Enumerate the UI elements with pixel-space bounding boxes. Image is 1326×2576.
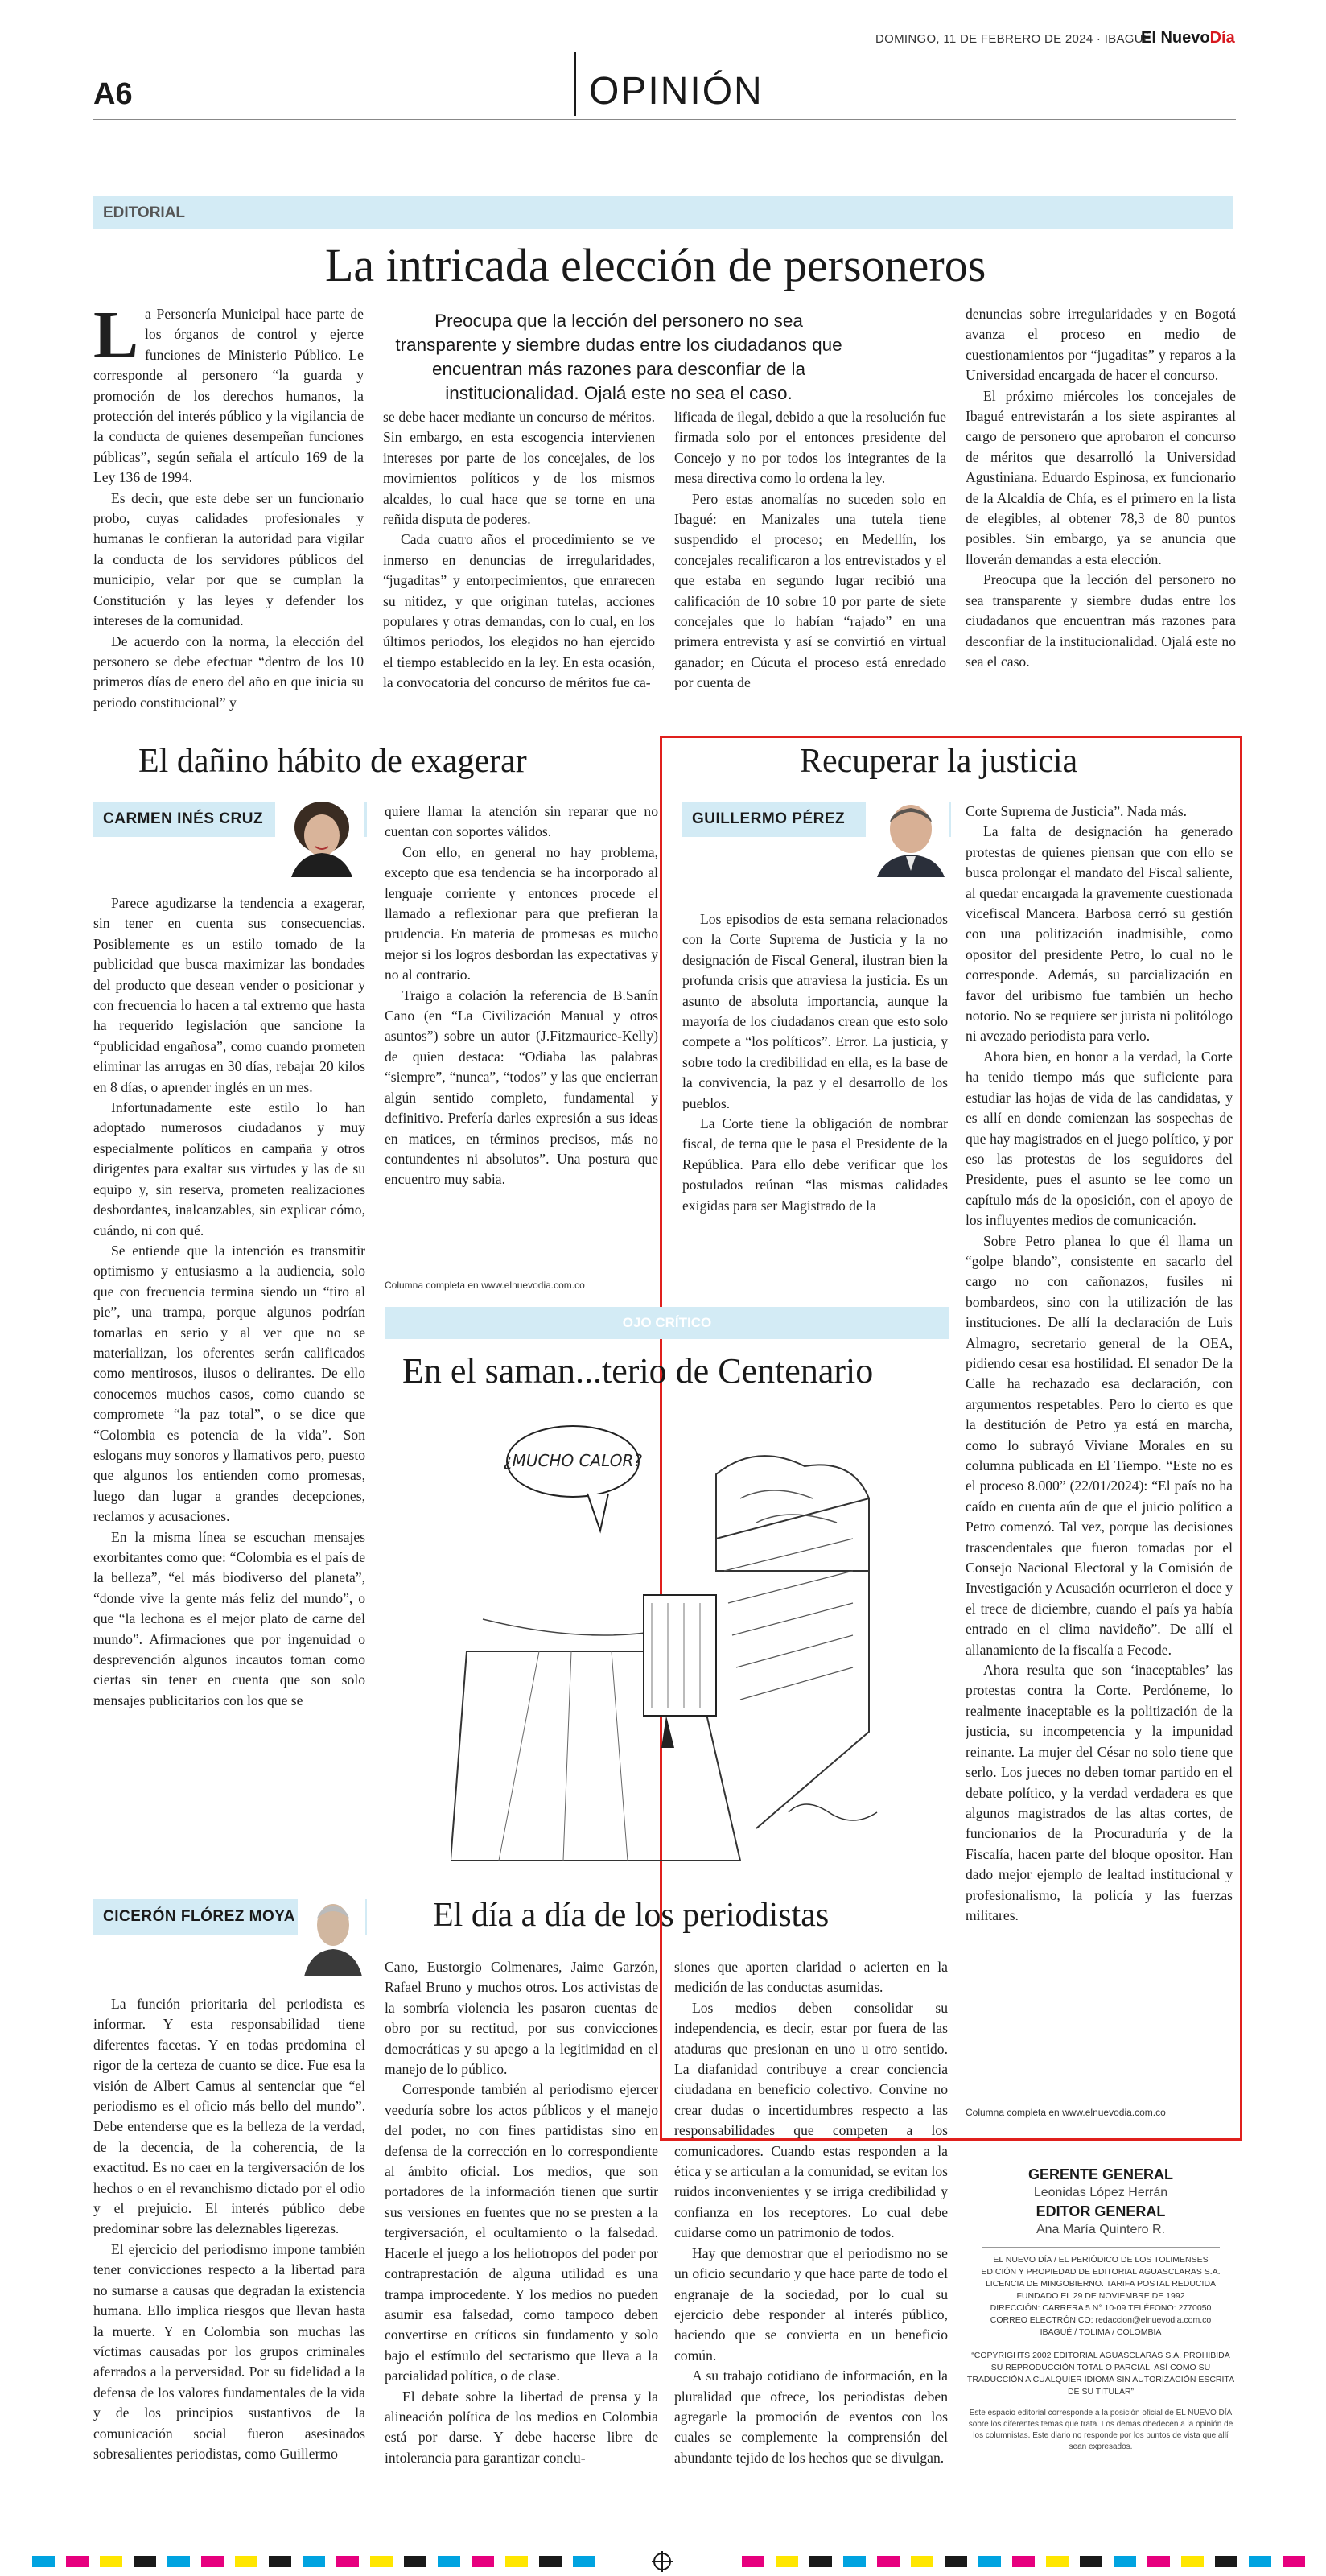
- info-line: IBAGUÉ / TOLIMA / COLOMBIA: [1040, 2327, 1162, 2337]
- justicia-note: Columna completa en www.elnuevodia.com.co: [966, 2107, 1166, 2118]
- color-swatch: [945, 2556, 967, 2567]
- date-line: DOMINGO, 11 DE FEBRERO DE 2024 · IBAGUÉ: [875, 32, 1152, 46]
- info-line: CORREO ELECTRÓNICO: redaccion@elnuevodia.com.co: [990, 2315, 1212, 2325]
- editorial-paragraph: se debe hacer mediante un concurso de méritos. Sin embargo, en esta escogencia intervienen intereses por parte de los concejales, de los movimientos políticos y de los mismos alcaldes, lo cual hace que se torne en una reñida disputa de poderes.: [383, 409, 655, 528]
- color-swatch: [32, 2556, 55, 2567]
- justicia-paragraph: La falta de designación ha generado protestas de quienes piensan que con ello se busca prolongar el mandato del Fiscal saliente, al quedar encargada la gravemente cuestionada vicefiscal Mancera. Barbosa cerró su gestión con una politización inadmisible, como opositor del presidente Petro, lo cual no le corresponde. Además, su parcialización en favor del uribismo fue también un hecho notorio. No se requiere ser jurista ni politólogo ni avezado periodista para verlo.: [966, 823, 1233, 1045]
- justicia-paragraph: Ahora resulta que son ‘inaceptables’ las protestas contra la Corte. Perdóneme, lo realmente inaceptable es la politización de la justicia, su incompetencia y la impunidad reinante. La mujer del César no solo tiene que serlo. Los jueces no deben tomar partido en el debate político, y la verdad verdadera es que algunos magistrados de las altas cortes, de funcionarios de la Procuraduría y de la Fiscalía, hacen parte del bloque opositor. Han dado mejor ejemplo de lealtad institucional y profesionalismo, la policía y las fuerzas militares.: [966, 1662, 1233, 1923]
- color-swatch: [370, 2556, 393, 2567]
- color-swatch: [1080, 2556, 1102, 2567]
- periodistas-paragraph: Los medios deben consolidar su independencia, es decir, estar por fuera de las ataduras que presionan en uno u otro sentido. La diafanidad contribuye a crear conciencia ciudadana en beneficio colectivo. Convine no crear dudas o incertidumbres respecto a las responsabilidades que competen a los comunicadores. Cuando estas responden a la ética y se articulan a la comunidad, se evitan los ruidos inconvenientes y se irriga credibilidad y confianza en los receptores. Lo cual debe cuidarse como un patrimonio de todos.: [674, 1999, 948, 2241]
- cartoon-title: En el saman...terio de Centenario: [402, 1351, 874, 1391]
- masthead-rule: [982, 2247, 1220, 2248]
- color-swatch: [742, 2556, 764, 2567]
- editorial-col-1: [93, 304, 364, 723]
- exagerar-paragraph: Con ello, en general no hay problema, excepto que esa tendencia se ha incorporado al lenguaje corriente y entonces procede el llamado a reflexionar para que prefieran la prudencia. En materia de promesas es mucho mejor si los logros desbordan las expectativas y no al contrario.: [385, 843, 658, 983]
- justicia-paragraph: Los episodios de esta semana relacionados con la Corte Suprema de Justicia y la no designación de Fiscal General, ilustran bien la profunda crisis que atraviesa la justicia. Es un asunto de absoluta importancia, aunque la mayoría de los ciudadanos crean que esto solo compete a “los políticos”. Error. La justicia, y sobre todo la credibilidad en ella, es la base de la convivencia, la paz y el desarrollo de los pueblos.: [682, 911, 948, 1111]
- exagerar-paragraph: En la misma línea se escuchan mensajes exorbitantes como que: “Colombia es el país de la belleza”, “el más biodiverso del planeta”, “donde vive la gente más feliz del mundo”, o que “la lechona es el mejor plato de carne del mundo”. Afirmaciones que por ingenuidad o desprevención algunos incautos toman como ciertas sin tener en cuenta que son solo mensajes publicitarios con los que se: [93, 1528, 365, 1708]
- periodistas-paragraph: Corresponde también al periodismo ejercer veeduría sobre los actos públicos y el manejo del poder, no con fines partidistas sino en defensa de la corrección en lo correspondiente al ámbito oficial. Los medios, que son portadores de la información tienen que surtir sus versiones en fuentes que no se presten a la tergiversación, el ocultamiento o la falsedad. Hacerle el juego a los heliotropos del poder por contraprestación de alguna utilidad es una trampa improcedente. Y los medios no pueden asumir esa falsedad, como tampoco deben convertirse en críticos sin fundamento y solo bajo el estímulo del sectarismo que lleva a la parcialidad política, o de clase.: [385, 2081, 658, 2384]
- page-number: A6: [93, 77, 133, 111]
- editorial-col-2: [383, 407, 655, 721]
- exagerar-paragraph: Traigo a colación la referencia de B.Sanín Cano (en “La Civilización Manual y otros asuntos”) sobre un autor (J.Fitzmaurice-Kelly) de quien destaca: “Odiaba las palabras “siempre”, “nunca”, “todos” y las que encierran algún sentido completo, fundamental y definitivo. Prefería darles expresión a sus ideas en matices, en términos precisos, más no contundentes ni absolutos”. Una postura que encuentro muy sabia.: [385, 987, 658, 1188]
- editorial-label: EDITORIAL: [103, 204, 186, 221]
- color-swatch: [809, 2556, 832, 2567]
- editor-name: Ana María Quintero R.: [1036, 2223, 1166, 2236]
- info-line: EDICIÓN Y PROPIEDAD DE EDITORIAL AGUASCLARAS S.A.: [981, 2267, 1221, 2277]
- color-swatch: [269, 2556, 291, 2567]
- color-swatch: [539, 2556, 562, 2567]
- justicia-paragraph: Sobre Petro planea lo que él llama un “golpe blando”, consistente en sacarlo del cargo no con cañonazos, fusiles ni bombardeos, sino con la utilización de las instituciones. De allí la declaración de Luis Almagro, secretario general de la OEA, pidiendo cesar esa hostilidad. El senador De la Calle ha rechazado esa declaración, con argumentos respetables. Pero lo cierto es que la destitución de Petro ya está en marcha, como lo subrayó Viviane Morales en su columna publicada en El Tiempo. “Este no es el proceso 8.000” (22/01/2024): “El país no ha caído en cuenta aún de que el juicio político a Petro comenzó. Tal vez, porque las decisiones trascendentales que fueron tomadas por el Consejo Nacional Electoral y la Comisión de Investigación y Acusación ocurrieron el doce y el trece de diciembre, cuando el país ya había entrado en el clima navideño”. De allí el allanamiento de la fiscalía a Fecode.: [966, 1232, 1233, 1658]
- color-swatch: [1181, 2556, 1204, 2567]
- periodistas-title: El día a día de los periodistas: [433, 1897, 830, 1934]
- exagerar-note: Columna completa en www.elnuevodia.com.co: [385, 1280, 585, 1291]
- exagerar-paragraph: Infortunadamente este estilo lo han adoptado numerosos ciudadanos y muy especialmente políticos en campaña y otros dirigentes para exaltar sus virtudes y las de su equipo y, sin reserva, prometen realizaciones desbordantes, inalcanzables, sin explicar cómo, cuándo, ni con qué.: [93, 1099, 365, 1239]
- color-swatch: [303, 2556, 325, 2567]
- registration-mark: [653, 2553, 671, 2570]
- exagerar-col-1: [93, 893, 365, 1875]
- author-name: CICERÓN FLÓREZ MOYA: [103, 1908, 295, 1925]
- periodistas-col-2: [385, 1957, 658, 2477]
- justicia-col-1: [682, 909, 948, 1296]
- disclaimer: Este espacio editorial corresponde a la posición oficial de EL NUEVO DÍA sobre los diferentes temas que trata. Los demás obedecen a la opinión de los columnistas. Este diario no responde por los puntos de vista que allí sean expresados.: [968, 2409, 1233, 2451]
- author-photo-ciceron: [298, 1893, 365, 1976]
- info-line: DIRECCIÓN: CARRERA 5 N° 10-09 TELÉFONO: 2770050: [990, 2303, 1212, 2313]
- author-name: CARMEN INÉS CRUZ: [103, 810, 264, 827]
- info-line: LICENCIA DE MINGOBIERNO. TARIFA POSTAL REDUCIDA: [985, 2279, 1217, 2289]
- periodistas-paragraph: Hay que demostrar que el periodismo no se un oficio secundario y que hace parte de todo el engranaje de la sociedad, por lo cual su ejercicio debe responder al interés público, haciendo que se convierta en un beneficio común.: [674, 2244, 948, 2364]
- color-swatch: [235, 2556, 257, 2567]
- periodistas-paragraph: La función prioritaria del periodista es informar. Y esta responsabilidad tiene diferentes facetas. Y en todas predomina el rigor de la certeza de cuanto se dice. Fue esa la visión de Albert Camus al sentenciar que “el periodismo es el oficio más bello del mundo”. Debe entenderse que es la belleza de la verdad, de la decencia, de la coherencia, de la exactitud. Es no caer en la tergiversación de los hechos o en el revanchismo dictado por el odio y el prejuicio. El interés público debe predominar sobre las deleznables ligerezas.: [93, 1996, 365, 2237]
- color-swatch: [336, 2556, 359, 2567]
- exagerar-paragraph: Parece agudizarse la tendencia a exagerar, sin tener en cuenta sus consecuencias. Posiblemente es un estilo tomado de la publicidad que busca maximizar las bondades del producto que desean vender o posicionar y con frecuencia lo hacen a tal extremo que hasta ha requerido legislación que sancione la “publicidad engañosa”, como cuando prometen eliminar las arrugas en 30 días, rebajar 20 kilos en 8 días, o aprender inglés en un mes.: [93, 895, 365, 1095]
- brand-logo: [1141, 29, 1235, 47]
- editorial-col-3: [674, 407, 946, 721]
- exagerar-title: El dañino hábito de exagerar: [138, 743, 527, 780]
- header-rule: [93, 119, 1236, 120]
- author-name: GUILLERMO PÉREZ: [692, 810, 846, 827]
- gerente-label: GERENTE GENERAL: [1027, 2166, 1174, 2182]
- masthead-info: [966, 2254, 1236, 2339]
- color-swatch: [911, 2556, 933, 2567]
- justicia-col-2: [966, 802, 1233, 2089]
- color-swatch: [573, 2556, 595, 2567]
- editorial-col-4: [966, 304, 1236, 723]
- color-swatch: [1046, 2556, 1069, 2567]
- justicia-paragraph: Ahora bien, en honor a la verdad, la Corte ha tenido tiempo más que suficiente para estudiar las hojas de vida de las candidatas, y es allí en donde comienzan las sospechas de que hay magistrados en el juego político, y por eso las protestas de los seguidores del Presidente, pues el asunto se lee como un capítulo más de la oposición, con el apoyo de los influyentes medios de comunicación.: [966, 1048, 1233, 1229]
- color-swatch: [100, 2556, 122, 2567]
- periodistas-col-1: [93, 1994, 365, 2477]
- justicia-paragraph: Corte Suprema de Justicia”. Nada más.: [966, 803, 1188, 819]
- color-swatch: [167, 2556, 190, 2567]
- color-swatch: [1114, 2556, 1136, 2567]
- gerente-name: Leonidas López Herrán: [1033, 2186, 1168, 2199]
- periodistas-paragraph: El debate sobre la libertad de prensa y la alineación política de los medios en Colombia está por darse. Y debe hacerse libre de intolerancia para garantizar conclu-: [385, 2388, 658, 2466]
- color-swatch: [472, 2556, 494, 2567]
- periodistas-paragraph: Cano, Eustorgio Colmenares, Jaime Garzón, Rafael Bruno y muchos otros. Los activistas de la sombría violencia les pasaron cuentas de obro por su rectitud, por sus convicciones democráticas y su apego a la legitimidad en el manejo de lo público.: [385, 1959, 658, 2078]
- info-line: EL NUEVO DÍA / EL PERIÓDICO DE LOS TOLIMENSES: [993, 2255, 1209, 2265]
- cartoon-label-bar: [385, 1307, 949, 1339]
- color-swatch: [877, 2556, 900, 2567]
- exagerar-paragraph: Se entiende que la intención es transmitir optimismo y entusiasmo a la audiencia, solo que con frecuencia termina siendo un “tiro al pie”, una trampa, porque algunos podrían tomarlas en serio y al ver que no se materializan, los oferentes serán calificados como mentirosos, ilusos o delirantes. De ello conocemos muchos casos, como cuando se compromete “la paz total”, o se dice que “Colombia es potencia de la vida”. Son eslogans muy sonoros y llamativos pero, puesto que algunos los entienden como promesas, luego dan lugar a grandes decepciones, reclamos y acusaciones.: [93, 1242, 365, 1525]
- color-swatch: [404, 2556, 426, 2567]
- periodistas-col-3: [674, 1957, 948, 2477]
- editorial-label-bar: [93, 196, 1233, 229]
- periodistas-paragraph: El ejercicio del periodismo impone también tener convicciones respecto a la libertad para no sumarse a causas que degradan la existencia humana. Ello implica riesgos que llevan hasta la muerte. Y en Colombia son muchas las víctimas causadas por los grupos criminales aferrados a la perversidad. Por su fidelidad a la defensa de los valores fundamentales de la vida y de los principios sustantivos de la comunicación social fueron asesinados sobresalientes periodistas, como Guillermo: [93, 2240, 365, 2462]
- editorial-paragraph: lificada de ilegal, debido a que la resolución fue firmada solo por el entonces presidente del Concejo y no por todos los integrantes de la mesa directiva como lo ordena la ley.: [674, 409, 946, 487]
- info-line: FUNDADO EL 29 DE NOVIEMBRE DE 1992: [1016, 2291, 1185, 2301]
- editorial-pullquote: Preocupa que la lección del personero no sea transparente y siembre dudas entre los ciudadanos que encuentran más razones para desconfiar de la institucionalidad. Ojalá este no sea el caso.: [395, 311, 842, 403]
- color-swatch: [1249, 2556, 1271, 2567]
- editorial-paragraph: De acuerdo con la norma, la elección del personero se debe efectuar “dentro de los 10 primeros días de enero del año en que inicia su periodo constitucional” y: [93, 633, 364, 711]
- color-swatch: [1283, 2556, 1305, 2567]
- exagerar-paragraph: quiere llamar la atención sin reparar que no cuentan con soportes válidos.: [385, 803, 658, 840]
- brand-name: El NuevoDía: [1141, 29, 1235, 47]
- editor-label: EDITOR GENERAL: [1036, 2203, 1166, 2219]
- periodistas-paragraph: A su trabajo cotidiano de información, en la pluralidad que ofrece, los periodistas deben agregarle la promoción de eventos con los cuales se complemente la comprensión del abundante tejido de los hechos que se divulgan.: [674, 2368, 948, 2466]
- color-swatch: [1012, 2556, 1035, 2567]
- masthead: [966, 2165, 1236, 2453]
- editorial-paragraph: Pero estas anomalías no suceden solo en Ibagué: en Manizales una tutela tiene suspendido el proceso; en Medellín, los concejales recalificaron a los entrevistados y el que estaba en segundo lugar recibió una calificación de 10 sobre 10 por parte de siete concejales que lo habían “rajado” en una primera entrevista y así se convirtió en virtual ganador; en Cúcuta el proceso está enredado por cuenta de: [674, 490, 946, 691]
- editorial-paragraph: denuncias sobre irregularidades y en Bogotá avanza el proceso en medio de cuestionamientos por “jugaditas” y reparos a la Universidad encargada de hacer el concurso.: [966, 306, 1236, 384]
- cartoon-label: OJO CRÍTICO: [622, 1315, 712, 1330]
- color-swatch: [1215, 2556, 1237, 2567]
- color-swatch: [201, 2556, 224, 2567]
- color-swatch: [1147, 2556, 1170, 2567]
- editorial-title: La intricada elección de personeros: [325, 239, 986, 291]
- cartoon-illustration: [451, 1410, 901, 1861]
- editorial-paragraph: El próximo miércoles los concejales de Ibagué entrevistarán a los siete aspirantes al cargo de personero que aprobaron el concurso de méritos que desarrolló la Universidad Agustiniana. Eduardo Espinosa, ex funcionario de la Alcaldía de Chía, es el primero en la lista de elegibles, al obtener 78,3 de 80 puntos posibles. Sin embargo, ya se anuncia que lloverán demandas a esta elección.: [966, 387, 1236, 567]
- justicia-title: Recuperar la justicia: [800, 743, 1078, 780]
- color-swatch: [978, 2556, 1001, 2567]
- color-swatch: [66, 2556, 89, 2567]
- exagerar-col-2: [385, 802, 658, 1260]
- color-swatch: [438, 2556, 460, 2567]
- justicia-paragraph: La Corte tiene la obligación de nombrar fiscal, de terna que le pasa el Presidente de la República. Para ello debe verificar que los postulados reúnan “las mismas calidades exigidas para ser Magistrado de la: [682, 1115, 948, 1214]
- author-photo-guillermo: [866, 793, 949, 877]
- periodistas-paragraph: siones que aporten claridad o acierten en la medición de las conductas asumidas.: [674, 1959, 948, 1996]
- section-divider: [574, 52, 576, 116]
- color-swatch: [505, 2556, 528, 2567]
- color-swatch: [134, 2556, 156, 2567]
- editorial-paragraph: Cada cuatro años el procedimiento se ve inmerso en denuncias de irregularidades, “jugaditas” y entorpecimientos, que enrarecen su nitidez, y que originan tutelas, acciones populares y otras demandas, con lo cual, en los últimos periodos, los elegidos no han ejercido el tiempo establecido en la ley. En esta ocasión, la convocatoria del concurso de méritos fue ca-: [383, 531, 655, 691]
- color-swatch: [843, 2556, 866, 2567]
- copyright: “COPYRIGHTS 2002 EDITORIAL AGUASCLARAS S.A. PROHIBIDA SU REPRODUCCIÓN TOTAL O PARCIAL, ASÍ COMO SU TRADUCCIÓN A CUALQUIER IDIOMA SIN AUTORIZACIÓN ESCRITA DE SU TITULAR”: [966, 2351, 1235, 2397]
- editorial-paragraph: Es decir, que este debe ser un funcionario probo, cuyas calidades profesionales y humanas le confieran la autoridad para vigilar la conducta de los servidores públicos del municipio, velar por que se cumplan la Constitución y las leyes y defender los intereses de la comunidad.: [93, 489, 364, 629]
- author-photo-carmen: [275, 793, 364, 877]
- bubble-text: ¿MUCHO CALOR?: [503, 1451, 643, 1470]
- editorial-paragraph: Preocupa que la lección del personero no sea transparente y siembre dudas entre los ciudadanos que encuentran más razones para desconfiar de la institucionalidad. Ojalá este no sea el caso.: [966, 571, 1236, 670]
- section-title: OPINIÓN: [589, 70, 764, 113]
- color-swatch: [776, 2556, 798, 2567]
- editorial-paragraph: La Personería Municipal hace parte de los órganos de control y ejerce funciones de Ministerio Público. Le corresponde al personero “la guarda y promoción de los derechos humanos, la protección del interés público y la vigilancia de la conducta de quienes desempeñan funciones públicas”, según señala el artículo 169 de la Ley 136 de 1994.: [93, 304, 364, 486]
